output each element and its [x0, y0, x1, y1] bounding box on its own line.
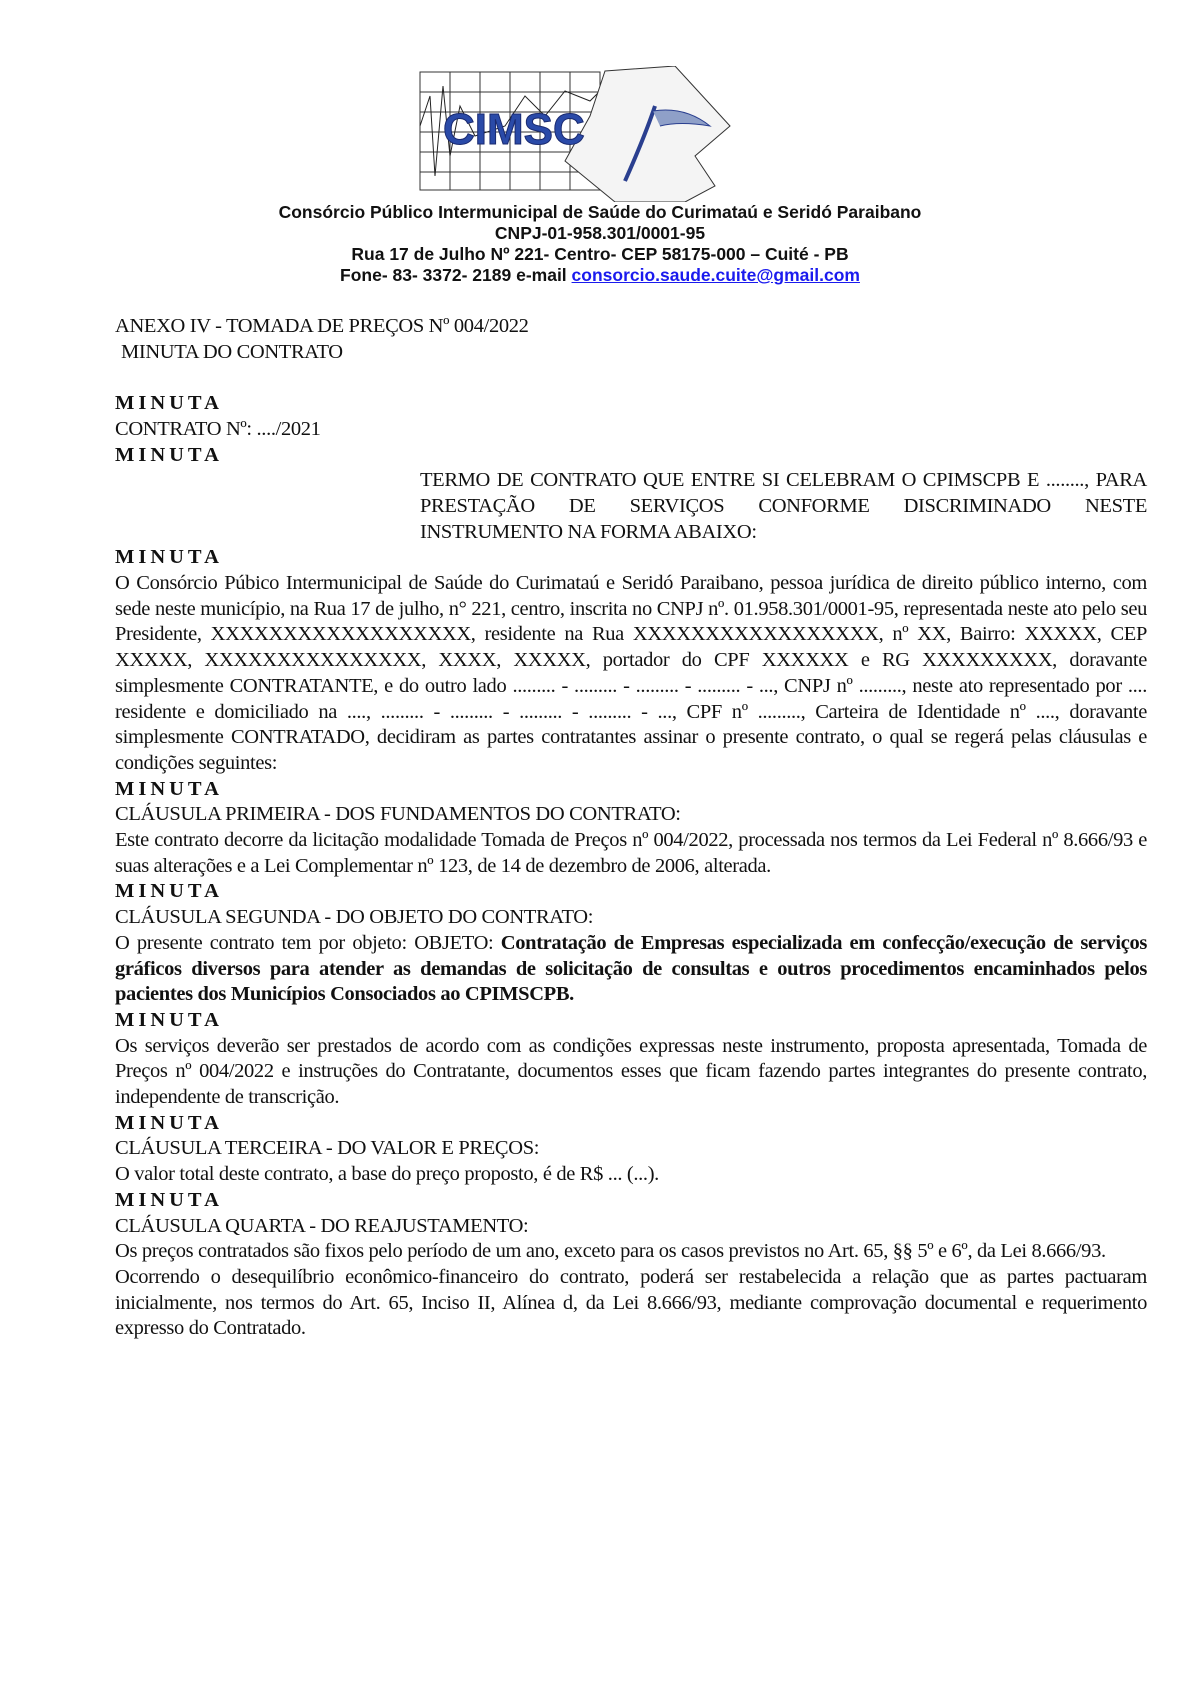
preamble: O Consórcio Púbico Intermunicipal de Saúde do Curimataú e Seridó Paraibano, pessoa jurídica de direito público interno, com sede neste município, na Rua 17 de julho, n° 221, centro, inscrita no CNPJ nº. 01.958.301/0001-95, representada neste ato pelo seu Presidente, XXXXXXXXXXXXXXXXXX, residente na Rua XXXXXXXXXXXXXXXXX, nº XX, Bairro: XXXXX, CEP XXXXX, XXXXXXXXXXXXXXX, XXXX, XXXXX, portador do CPF XXXXXX e RG XXXXXXXXX, doravante simplesmente CONTRATANTE, e do outro lado ......... - ......... - ......... - ......... - ..., CNPJ nº ........., neste ato representado por .... residente e domiciliado na ...., ......... - ......... - ......... - ......... - ..., CPF nº ........., Carteira de Identidade nº ...., doravante simplesmente CONTRATADO, decidiram as partes contratantes assinar o presente contrato, o qual se regerá pelas cláusulas e condições seguintes: [115, 572, 1147, 774]
org-contact [0, 265, 1200, 286]
contract-number: CONTRATO Nº: ..../2021 [115, 417, 321, 440]
minuta-mark: MINUTA [115, 1188, 223, 1211]
minuta-mark: MINUTA [115, 1008, 223, 1031]
clause-3-text: O valor total deste contrato, a base do preço proposto, é de R$ ... (...). [115, 1163, 659, 1186]
document-subtitle: MINUTA DO CONTRATO [121, 340, 343, 363]
minuta-mark: MINUTA [115, 1111, 223, 1134]
org-name: Consórcio Público Intermunicipal de Saúde do Curimataú e Seridó Paraibano [278, 202, 922, 222]
minuta-mark: MINUTA [115, 546, 223, 569]
object-lead: O presente contrato tem por objeto: OBJETO: [115, 931, 501, 954]
clause-4-text-1: Os preços contratados são fixos pelo período de um ano, exceto para os casos previstos no Art. 65, §§ 5º e 6º, da Lei 8.666/93. [115, 1240, 1106, 1263]
clause-3-title: CLÁUSULA TERCEIRA - DO VALOR E PREÇOS: [115, 1137, 540, 1160]
clause-2-title: CLÁUSULA SEGUNDA - DO OBJETO DO CONTRATO: [115, 906, 594, 929]
org-phone: Fone- 83- 3372- 2189 e-mail [340, 265, 567, 285]
object-description: Contratação de Empresas especializada em confecção/execução de serviços gráficos diversos para atender as demandas de solicitação de consultas e outros procedimentos encaminhados pelos pacientes dos Municípios Consociados ao CPIMSCPB. [115, 931, 1147, 1006]
org-address: Rua 17 de Julho Nº 221- Centro- CEP 58175-000 – Cuité - PB [351, 244, 849, 264]
document-body [115, 314, 1147, 1342]
cimsc-logo [415, 66, 745, 202]
clause-2-text: Os serviços deverão ser prestados de acordo com as condições expressas neste instrumento, proposta apresentada, Tomada de Preços nº 004/2022 e instruções do Contratante, documentos esses que ficam fazendo partes integrantes do presente contrato, independente de transcrição. [115, 1034, 1147, 1109]
minuta-mark: MINUTA [115, 777, 223, 800]
clause-4-title: CLÁUSULA QUARTA - DO REAJUSTAMENTO: [115, 1214, 529, 1237]
clause-1-text: Este contrato decorre da licitação modalidade Tomada de Preços nº 004/2022, processada nos termos da Lei Federal nº 8.666/93 e suas alterações e a Lei Complementar nº 123, de 14 de dezembro de 2006, alterada. [115, 829, 1147, 877]
clause-4-text-2: Ocorrendo o desequilíbrio econômico-financeiro do contrato, poderá ser restabelecida a relação que as partes pactuaram inicialmente, nos termos do Art. 65, Inciso II, Alínea d, da Lei 8.666/93, mediante comprovação documental e requerimento expresso do Contratado. [115, 1266, 1147, 1340]
clause-2-object [115, 931, 1147, 1008]
minuta-mark: MINUTA [115, 392, 223, 415]
org-cnpj: CNPJ-01-958.301/0001-95 [494, 223, 706, 243]
annex-title: ANEXO IV - TOMADA DE PREÇOS Nº 004/2022 [115, 315, 529, 337]
minuta-mark: MINUTA [115, 443, 223, 466]
contract-term: TERMO DE CONTRATO QUE ENTRE SI CELEBRAM O CPIMSCPB E ........, PARA PRESTAÇÃO DE SERVIÇOS CONFORME DISCRIMINADO NESTE INSTRUMENTO NA FORMA ABAIXO: [420, 469, 1147, 543]
email-link[interactable]: consorcio.saude.cuite@gmail.com [571, 265, 860, 285]
clause-1-title: CLÁUSULA PRIMEIRA - DOS FUNDAMENTOS DO CONTRATO: [115, 803, 681, 826]
minuta-mark: MINUTA [115, 880, 223, 903]
letterhead [0, 202, 1200, 286]
svg-text:CIMSC: CIMSC [443, 105, 585, 154]
